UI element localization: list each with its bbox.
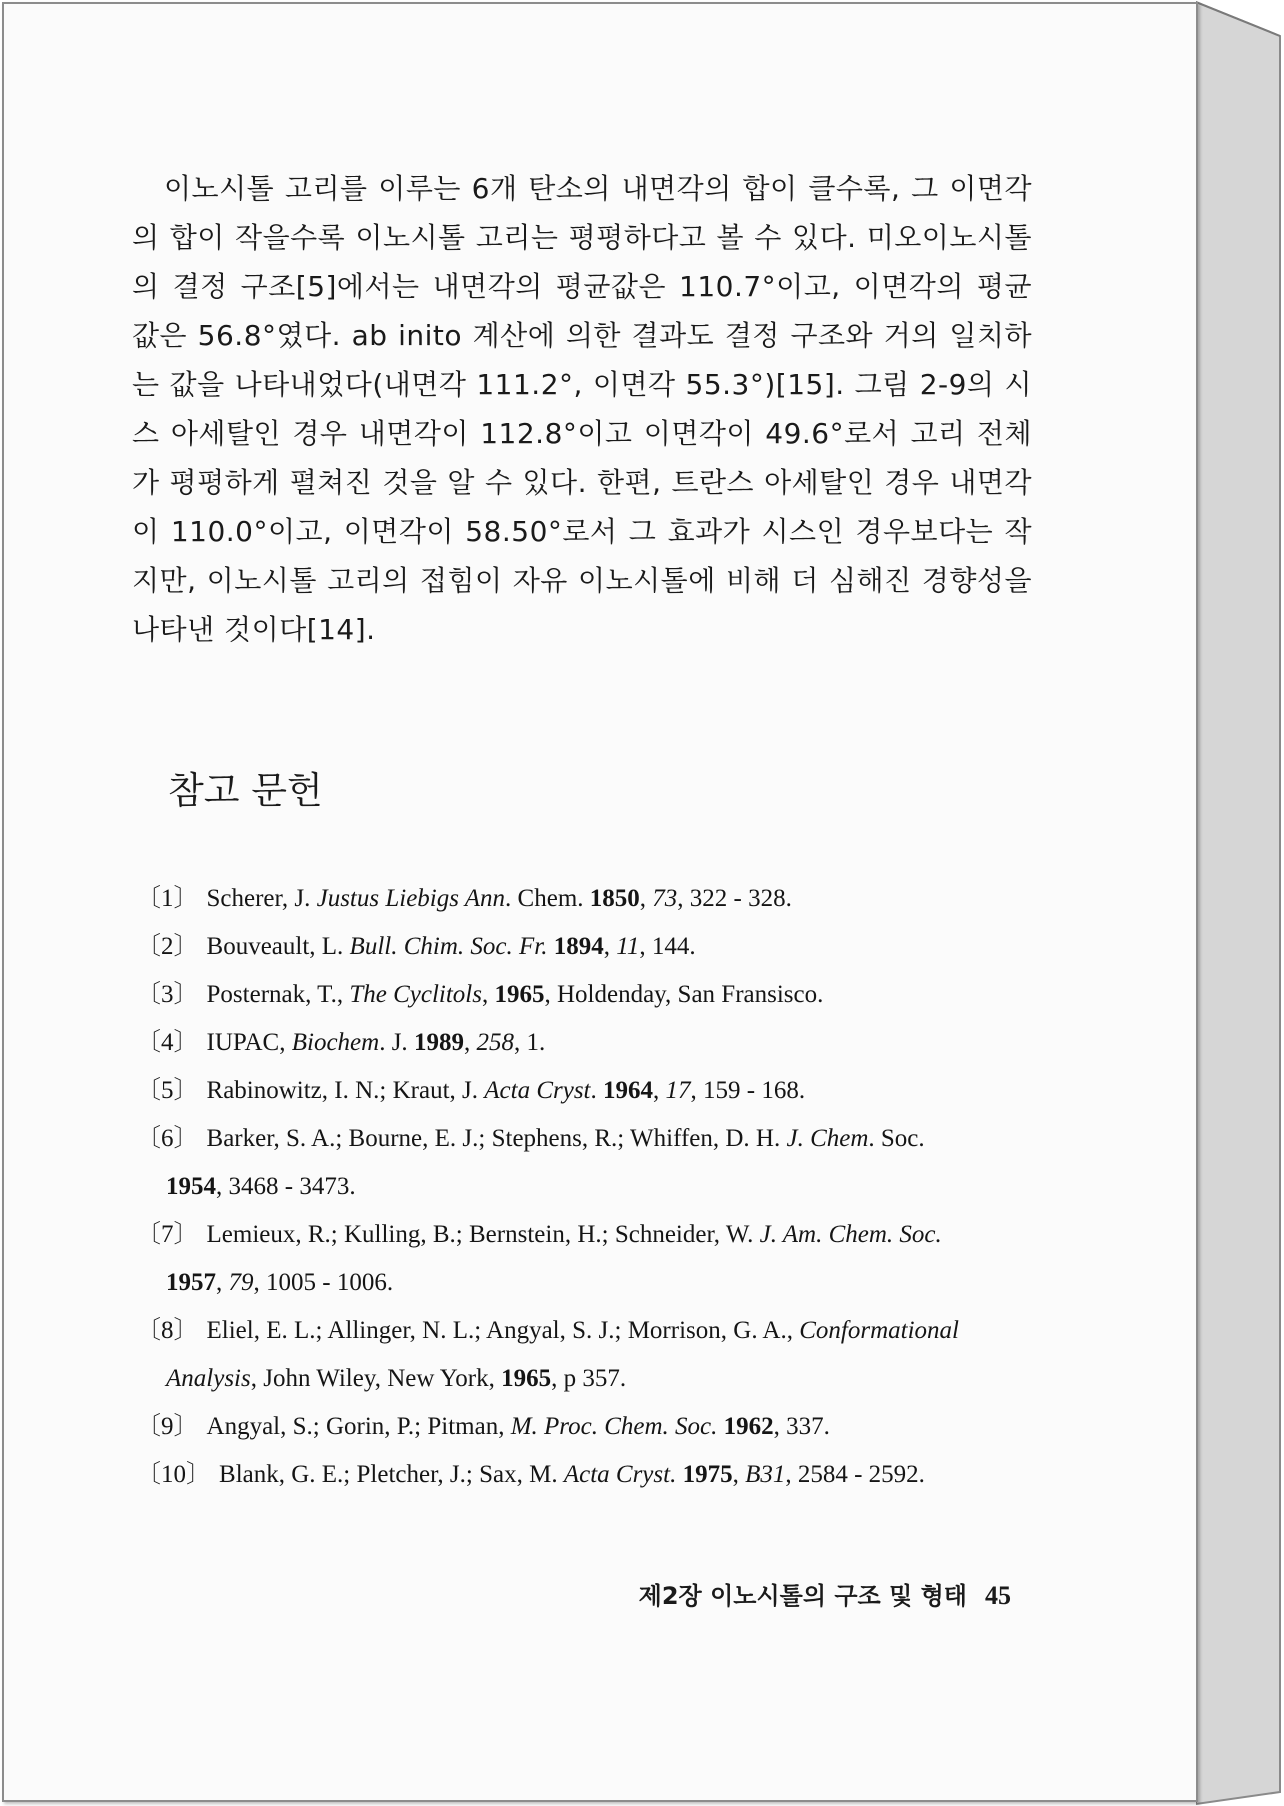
reference-text: , <box>216 1269 229 1296</box>
reference-text: 1957 <box>166 1269 216 1296</box>
reference-text: Bouveault, L. <box>206 933 350 960</box>
reference-text: IUPAC, <box>206 1029 292 1056</box>
references-list <box>136 875 1036 1499</box>
reference-text: . Chem. <box>505 885 590 912</box>
reference-text: Biochem <box>291 1029 380 1056</box>
reference-number: 〔7〕 <box>136 1221 199 1248</box>
reference-item <box>136 1307 1036 1403</box>
reference-text: . J. <box>379 1029 414 1056</box>
reference-text: Analysis <box>166 1365 251 1392</box>
reference-text: 11 <box>616 933 640 960</box>
reference-text: 1965 <box>494 981 545 1008</box>
reference-text: Bull. Chim. Soc. Fr. <box>349 933 548 960</box>
reference-text: . <box>590 1077 603 1104</box>
reference-text: , 337. <box>773 1413 830 1440</box>
reference-item <box>136 875 1036 923</box>
reference-text: Blank, G. E.; Pletcher, J.; Sax, M. <box>219 1461 564 1488</box>
reference-text: Eliel, E. L.; Allinger, N. L.; Angyal, S. J.; Morrison, G. A., <box>206 1317 800 1344</box>
reference-item <box>136 971 1036 1019</box>
reference-text: , 1005 - 1006. <box>253 1269 394 1296</box>
reference-text: B31 <box>745 1461 786 1488</box>
reference-text: 1894 <box>553 933 604 960</box>
reference-text: J. Chem <box>786 1125 869 1152</box>
reference-number: 〔1〕 <box>136 885 199 912</box>
reference-text: 79 <box>228 1269 254 1296</box>
reference-continuation <box>136 1259 1036 1307</box>
reference-text: , <box>639 885 653 912</box>
reference-text: , 3468 - 3473. <box>216 1173 356 1200</box>
reference-item <box>136 1403 1036 1451</box>
reference-text: , <box>653 1077 666 1104</box>
reference-text: . Soc. <box>868 1125 925 1152</box>
reference-text: Justus Liebigs Ann <box>316 885 506 912</box>
reference-text: Rabinowitz, I. N.; Kraut, J. <box>206 1077 485 1104</box>
reference-text: , <box>481 981 495 1008</box>
reference-text: , 159 - 168. <box>690 1077 806 1104</box>
book-spine <box>1196 0 1282 1806</box>
reference-item <box>136 1115 1036 1211</box>
reference-text: J. Am. Chem. Soc. <box>759 1221 942 1248</box>
page-content <box>132 164 1032 654</box>
reference-number: 〔4〕 <box>136 1029 199 1056</box>
reference-text: , p 357. <box>551 1365 627 1392</box>
reference-item <box>136 1019 1036 1067</box>
reference-number: 〔8〕 <box>136 1317 199 1344</box>
reference-text: , John Wiley, New York, <box>250 1365 502 1392</box>
reference-text: 258 <box>476 1029 514 1056</box>
reference-number: 〔9〕 <box>136 1413 199 1440</box>
body-paragraph: 이노시톨 고리를 이루는 6개 탄소의 내면각의 합이 클수록, 그 이면각의 합이 작을수록 이노시톨 고리는 평평하다고 볼 수 있다. 미오이노시톨의 결정 구조[5]에서는 내면각의 평균값은 110.7°이고, 이면각의 평균값은 56.8°였다. ab inito 계산에 의한 결과도 결정 구조와 거의 일치하는 값을 나타내었다(내면각 111.2°, 이면각 55.3°)[15]. 그림 2-9의 시스 아세탈인 경우 내면각이 112.8°이고 이면각이 49.6°로서 고리 전체가 평평하게 펼쳐진 것을 알 수 있다. 한편, 트란스 아세탈인 경우 내면각이 110.0°이고, 이면각이 58.50°로서 그 효과가 시스인 경우보다는 작지만, 이노시톨 고리의 접힘이 자유 이노시톨에 비해 더 심해진 경향성을 나타낸 것이다[14]. <box>132 172 1032 646</box>
reference-text: , <box>603 933 617 960</box>
reference-text: , 1. <box>513 1029 546 1056</box>
reference-text: Acta Cryst <box>484 1077 591 1104</box>
reference-item <box>136 1451 1036 1499</box>
reference-text: Conformational <box>799 1317 959 1344</box>
reference-text: , 322 - 328. <box>677 885 792 912</box>
reference-text: Angyal, S.; Gorin, P.; Pitman, <box>206 1413 511 1440</box>
reference-text: 1989 <box>413 1029 464 1056</box>
references-heading: 참고 문헌 <box>168 769 323 812</box>
reference-text: 1962 <box>723 1413 774 1440</box>
reference-number: 〔10〕 <box>136 1461 212 1488</box>
page-number: 45 <box>985 1581 1011 1610</box>
reference-text: 1850 <box>589 885 640 912</box>
reference-item <box>136 923 1036 971</box>
reference-number: 〔6〕 <box>136 1125 199 1152</box>
reference-text: , Holdenday, San Fransisco. <box>544 981 824 1008</box>
reference-text: , 2584 - 2592. <box>785 1461 925 1488</box>
reference-number: 〔5〕 <box>136 1077 199 1104</box>
reference-text: The Cyclitols <box>349 981 482 1008</box>
reference-item <box>136 1211 1036 1307</box>
reference-text: 1975 <box>682 1461 733 1488</box>
reference-text: 17 <box>665 1077 691 1104</box>
reference-text: , 144. <box>639 933 696 960</box>
reference-text: Scherer, J. <box>206 885 317 912</box>
page-footer <box>639 1576 1011 1611</box>
reference-text: Posternak, T., <box>206 981 350 1008</box>
reference-text: M. Proc. Chem. Soc. <box>510 1413 718 1440</box>
reference-text: 73 <box>652 885 678 912</box>
reference-item <box>136 1067 1036 1115</box>
reference-number: 〔3〕 <box>136 981 199 1008</box>
chapter-title: 제2장 이노시톨의 구조 및 형태 <box>638 1582 967 1610</box>
reference-text: 1965 <box>501 1365 552 1392</box>
reference-text: Barker, S. A.; Bourne, E. J.; Stephens, R.; Whiffen, D. H. <box>206 1125 787 1152</box>
reference-text: Acta Cryst. <box>563 1461 677 1488</box>
reference-text: , <box>732 1461 746 1488</box>
reference-text: Lemieux, R.; Kulling, B.; Bernstein, H.; Schneider, W. <box>206 1221 760 1248</box>
reference-text: , <box>463 1029 477 1056</box>
reference-text: 1954 <box>166 1173 216 1200</box>
reference-number: 〔2〕 <box>136 933 199 960</box>
reference-text: 1964 <box>603 1077 653 1104</box>
reference-continuation <box>136 1355 1036 1403</box>
reference-continuation <box>136 1163 1036 1211</box>
